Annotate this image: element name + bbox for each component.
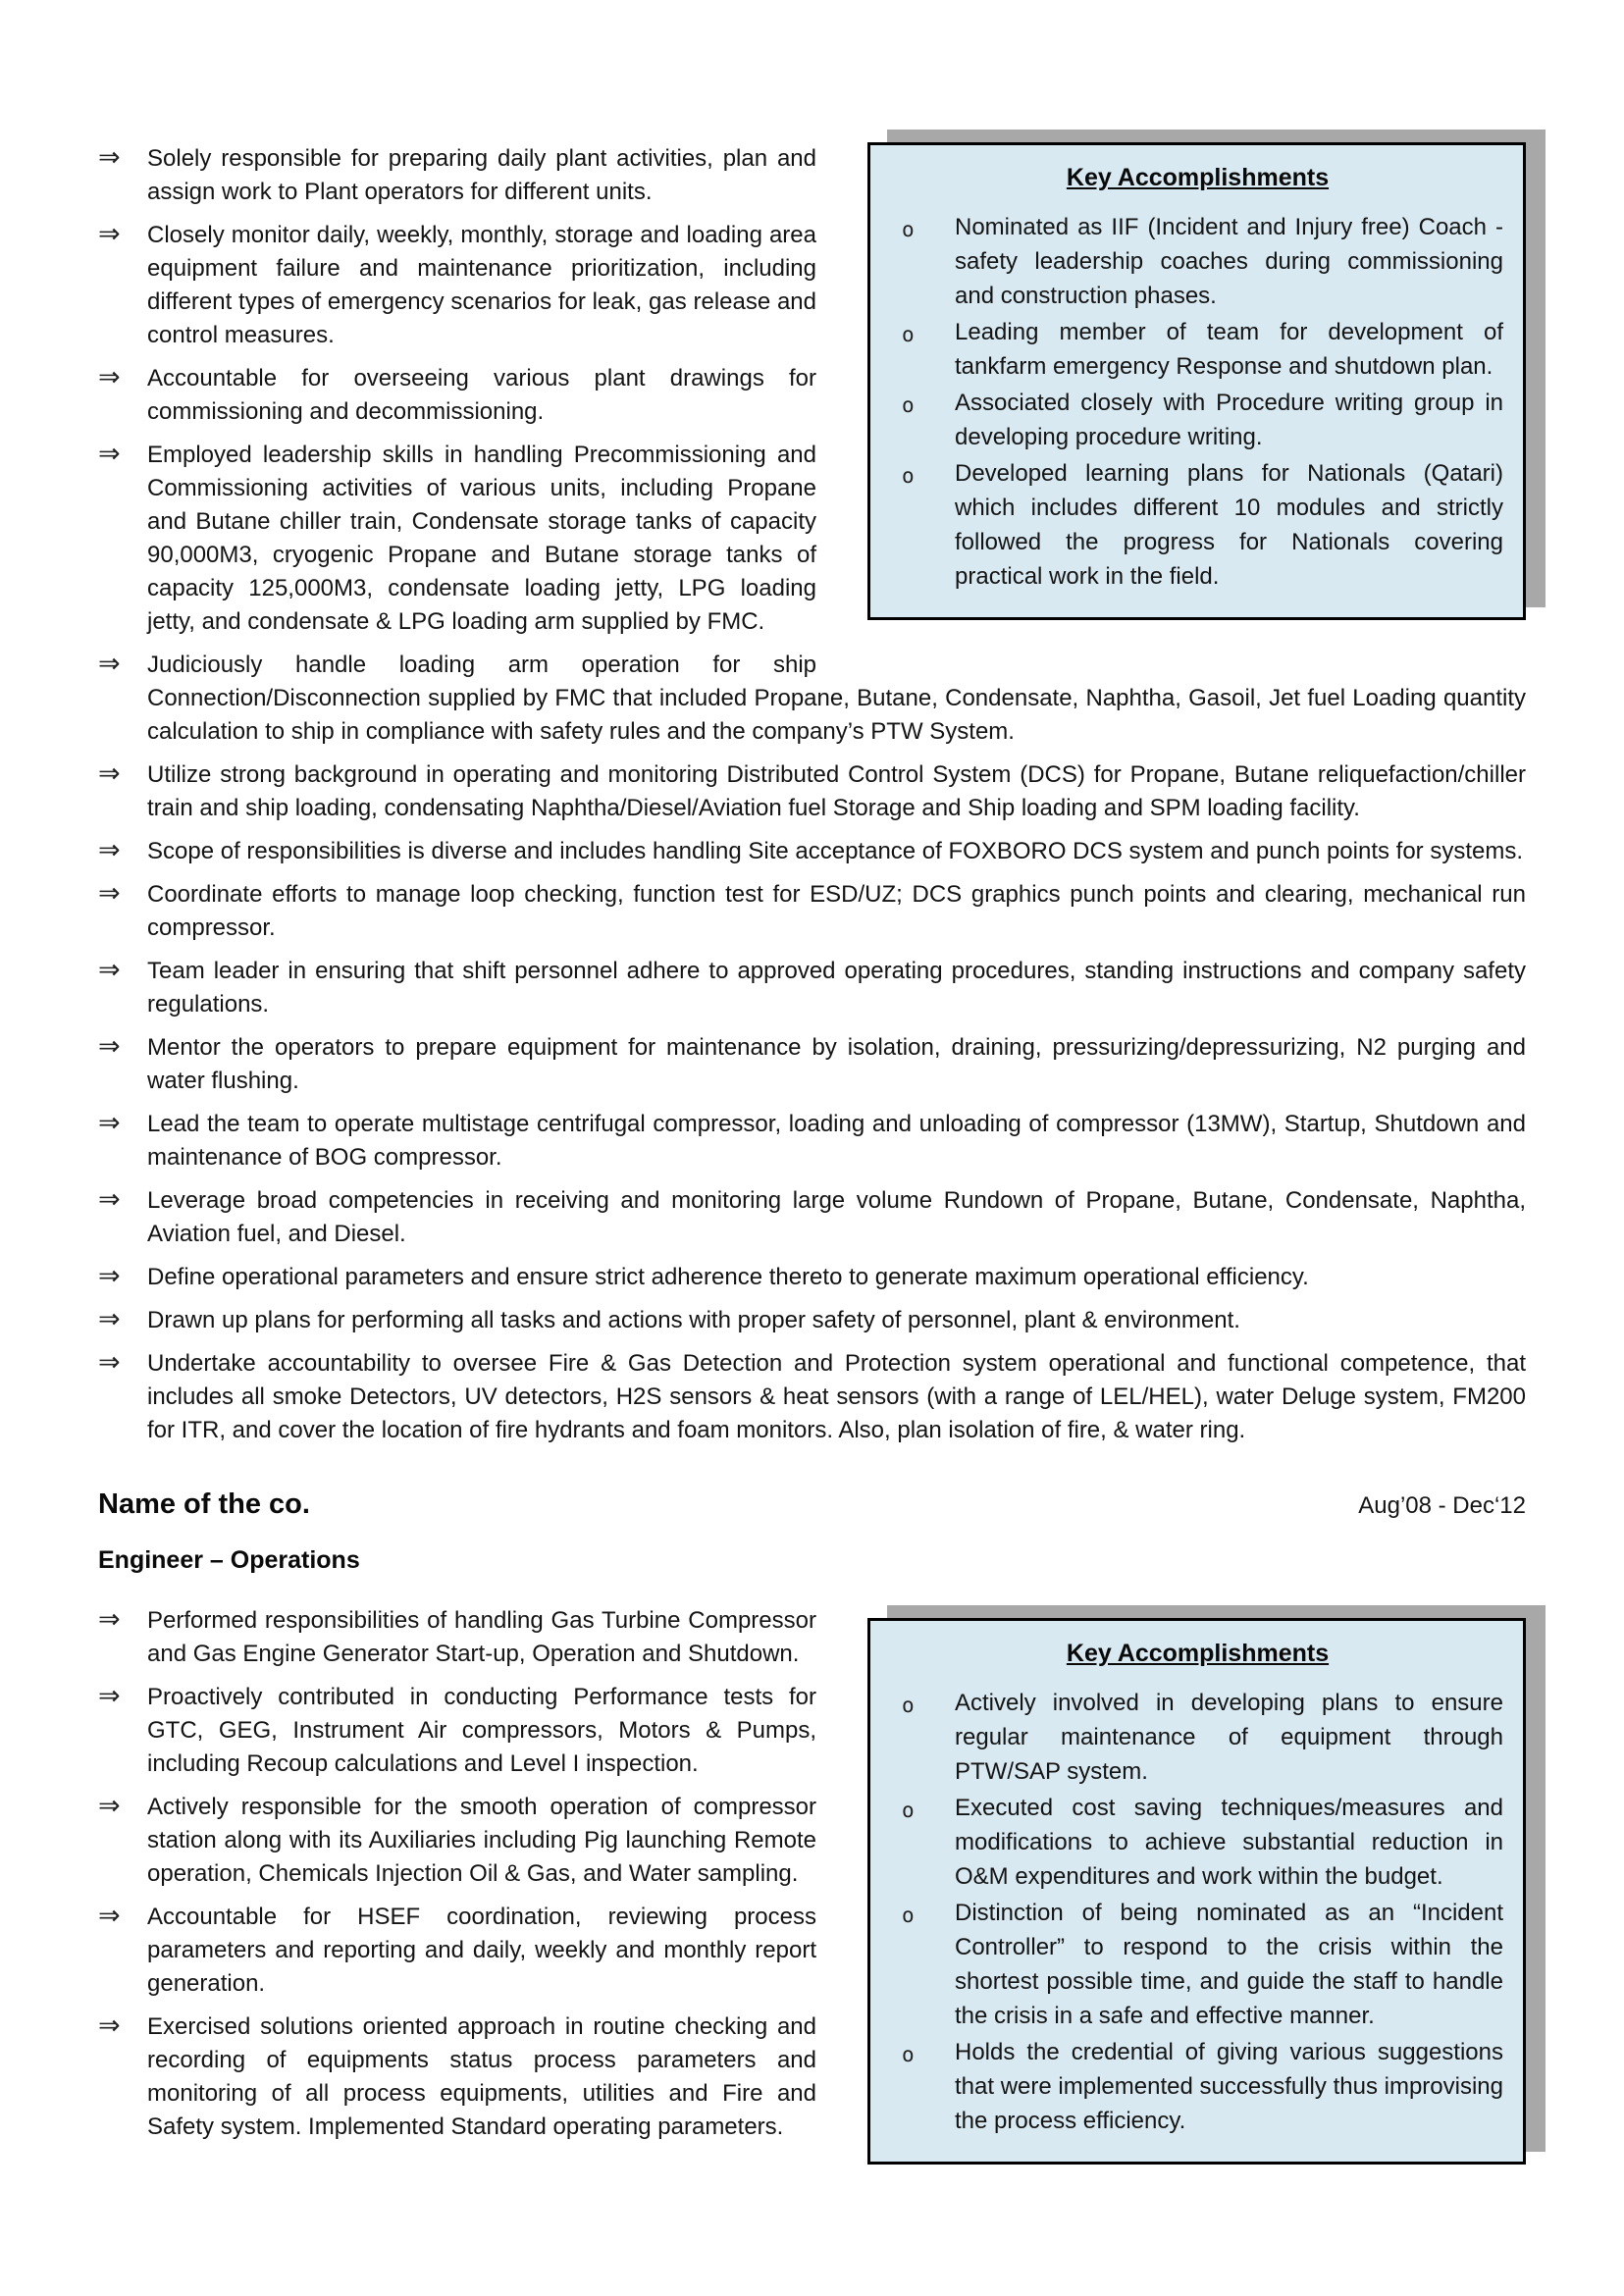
accomplishment-text: Nominated as IIF (Incident and Injury free) Coach - safety leadership coaches during commissioning and construction phases.	[955, 214, 1503, 309]
arrow-bullet-icon: ⇒	[98, 955, 121, 984]
accomplishment-text: Actively involved in developing plans to ensure regular maintenance of equipment through PTW/SAP system.	[955, 1690, 1503, 1785]
circle-bullet-icon: o	[902, 1694, 915, 1717]
arrow-bullet-icon: ⇒	[98, 142, 121, 172]
circle-bullet-icon: o	[902, 218, 915, 241]
key-accomplishments-title: Key Accomplishments	[1066, 1640, 1330, 1667]
arrow-bullet-icon: ⇒	[98, 1108, 121, 1137]
accomplishment-text: Executed cost saving techniques/measures and modifications to achieve substantial reduction in O&M expenditures and work within the budget.	[955, 1795, 1503, 1890]
bullet-item	[98, 1031, 1526, 1098]
bullet-text: Define operational parameters and ensure strict adherence thereto to generate maximum operational efficiency.	[147, 1264, 1309, 1290]
bullet-text: Scope of responsibilities is diverse and includes handling Site acceptance of FOXBORO DCS system and punch points for systems.	[147, 838, 1524, 864]
bullet-item	[98, 362, 1526, 429]
bullet-item	[98, 955, 1526, 1021]
section-current-experience	[98, 142, 1526, 1447]
arrow-bullet-icon: ⇒	[98, 758, 121, 788]
circle-bullet-icon: o	[902, 1799, 915, 1822]
employment-dates: Aug’08 - Dec‘12	[1358, 1492, 1526, 1519]
accomplishment-text: Distinction of being nominated as an “Incident Controller” to respond to the crisis within the shortest possible time, and guide the staff to handle the crisis in a safe and effective manner.	[955, 1900, 1503, 2029]
arrow-bullet-icon: ⇒	[98, 1791, 121, 1820]
bullet-text: Proactively contributed in conducting Performance tests for GTC, GEG, Instrument Air compressors, Motors & Pumps, including Recoup calculations and Level I inspection.	[147, 1684, 816, 1777]
bullet-text: Accountable for overseeing various plant drawings for commissioning and decommissioning.	[147, 365, 816, 425]
key-accomplishments-title: Key Accomplishments	[1066, 164, 1330, 191]
bullet-text: Actively responsible for the smooth operation of compressor station along with its Auxiliaries including Pig launching Remote operation, Chemicals Injection Oil & Gas, and Water sampling.	[147, 1794, 816, 1887]
bullet-text: Accountable for HSEF coordination, reviewing process parameters and reporting and daily, weekly and monthly report generation.	[147, 1904, 816, 1997]
bullet-item	[98, 1791, 1526, 1891]
arrow-bullet-icon: ⇒	[98, 1304, 121, 1333]
bullet-item	[98, 1681, 1526, 1781]
bullet-text: Employed leadership skills in handling Precommissioning and Commissioning activities of various units, including Propane and Butane chiller train, Condensate storage tanks of capacity 90,000M3, cryogenic Propane and Butane storage tanks of capacity 125,000M3, condensate loading jetty, LPG loading jetty, and condensate & LPG loading arm supplied by FMC.	[147, 442, 816, 635]
bullet-text: Leverage broad competencies in receiving and monitoring large volume Rundown of Propane, Butane, Condensate, Naphtha, Aviation fuel, and Diesel.	[147, 1187, 1526, 1247]
bullet-item	[98, 649, 1526, 749]
accomplishment-text: Holds the credential of giving various suggestions that were implemented successfully thus improvising the process efficiency.	[955, 2039, 1503, 2134]
bullet-item	[98, 2010, 1526, 2144]
job-title: Engineer – Operations	[98, 1546, 360, 1574]
arrow-bullet-icon: ⇒	[98, 1347, 121, 1377]
bullet-text: Mentor the operators to prepare equipment for maintenance by isolation, draining, pressurizing/depressurizing, N2 purging and water flushing.	[147, 1034, 1526, 1094]
arrow-bullet-icon: ⇒	[98, 1681, 121, 1710]
bullet-text: Closely monitor daily, weekly, monthly, storage and loading area equipment failure and maintenance prioritization, including different types of emergency scenarios for leak, gas release and control measures.	[147, 222, 816, 348]
bullet-text: Judiciously handle loading arm operation for ship Connection/Disconnection supplied by FMC that included Propane, Butane, Condensate, Naphtha, Gasoil, Jet fuel Loading quantity calculation to ship in compliance with safety rules and the company’s PTW System.	[147, 652, 1526, 745]
bullet-item	[98, 835, 1526, 868]
bullet-text: Lead the team to operate multistage centrifugal compressor, loading and unloading of compressor (13MW), Startup, Shutdown and maintenance of BOG compressor.	[147, 1111, 1526, 1171]
circle-bullet-icon: o	[902, 2043, 915, 2066]
arrow-bullet-icon: ⇒	[98, 362, 121, 391]
arrow-bullet-icon: ⇒	[98, 439, 121, 468]
bullet-item	[98, 878, 1526, 945]
responsibilities-list	[98, 1604, 1526, 2144]
arrow-bullet-icon: ⇒	[98, 878, 121, 908]
circle-bullet-icon: o	[902, 393, 915, 417]
arrow-bullet-icon: ⇒	[98, 219, 121, 248]
responsibilities-list	[98, 142, 1526, 1447]
arrow-bullet-icon: ⇒	[98, 2010, 121, 2040]
accomplishment-text: Associated closely with Procedure writing group in developing procedure writing.	[955, 390, 1503, 450]
bullet-text: Undertake accountability to oversee Fire & Gas Detection and Protection system operational and functional competence, that includes all smoke Detectors, UV detectors, H2S sensors & heat sensors (with a range of LEL/HEL), water Deluge system, FM200 for ITR, and cover the location of fire hydrants and foam monitors. Also, plan isolation of fire, & water ring.	[147, 1350, 1526, 1443]
section-previous-experience	[98, 1604, 1526, 2144]
bullet-item	[98, 219, 1526, 352]
bullet-item	[98, 439, 1526, 639]
bullet-text: Team leader in ensuring that shift personnel adhere to approved operating procedures, standing instructions and company safety regulations.	[147, 958, 1526, 1018]
bullet-item	[98, 758, 1526, 825]
company-header	[98, 1488, 1526, 1521]
bullet-text: Coordinate efforts to manage loop checking, function test for ESD/UZ; DCS graphics punch points and clearing, mechanical run compressor.	[147, 881, 1526, 941]
bullet-text: Drawn up plans for performing all tasks and actions with proper safety of personnel, plant & environment.	[147, 1307, 1240, 1333]
accomplishment-text: Developed learning plans for Nationals (Qatari) which includes different 10 modules and strictly followed the progress for Nationals covering practical work in the field.	[955, 460, 1503, 590]
circle-bullet-icon: o	[902, 464, 915, 488]
bullet-item	[98, 1901, 1526, 2001]
bullet-item	[98, 142, 1526, 209]
bullet-item	[98, 1304, 1526, 1337]
bullet-text: Exercised solutions oriented approach in routine checking and recording of equipments status process parameters and monitoring of all process equipments, utilities and Fire and Safety system. Implemented Standard operating parameters.	[147, 2013, 816, 2140]
company-name: Name of the co.	[98, 1488, 310, 1520]
bullet-text: Performed responsibilities of handling Gas Turbine Compressor and Gas Engine Generator Start-up, Operation and Shutdown.	[147, 1607, 816, 1667]
accomplishment-text: Leading member of team for development of tankfarm emergency Response and shutdown plan.	[955, 319, 1503, 380]
circle-bullet-icon: o	[902, 1904, 915, 1927]
arrow-bullet-icon: ⇒	[98, 649, 121, 678]
bullet-item	[98, 1604, 1526, 1671]
arrow-bullet-icon: ⇒	[98, 1604, 121, 1634]
arrow-bullet-icon: ⇒	[98, 1901, 121, 1930]
bullet-item	[98, 1261, 1526, 1294]
arrow-bullet-icon: ⇒	[98, 1184, 121, 1214]
bullet-item	[98, 1184, 1526, 1251]
arrow-bullet-icon: ⇒	[98, 1031, 121, 1061]
bullet-text: Utilize strong background in operating and monitoring Distributed Control System (DCS) for Propane, Butane reliquefaction/chiller train and ship loading, condensating Naphtha/Diesel/Aviation fuel Storage and Ship loading and SPM loading facility.	[147, 761, 1526, 821]
bullet-text: Solely responsible for preparing daily plant activities, plan and assign work to Plant operators for different units.	[147, 145, 816, 205]
bullet-item	[98, 1108, 1526, 1174]
arrow-bullet-icon: ⇒	[98, 835, 121, 864]
bullet-item	[98, 1347, 1526, 1447]
circle-bullet-icon: o	[902, 323, 915, 346]
arrow-bullet-icon: ⇒	[98, 1261, 121, 1290]
